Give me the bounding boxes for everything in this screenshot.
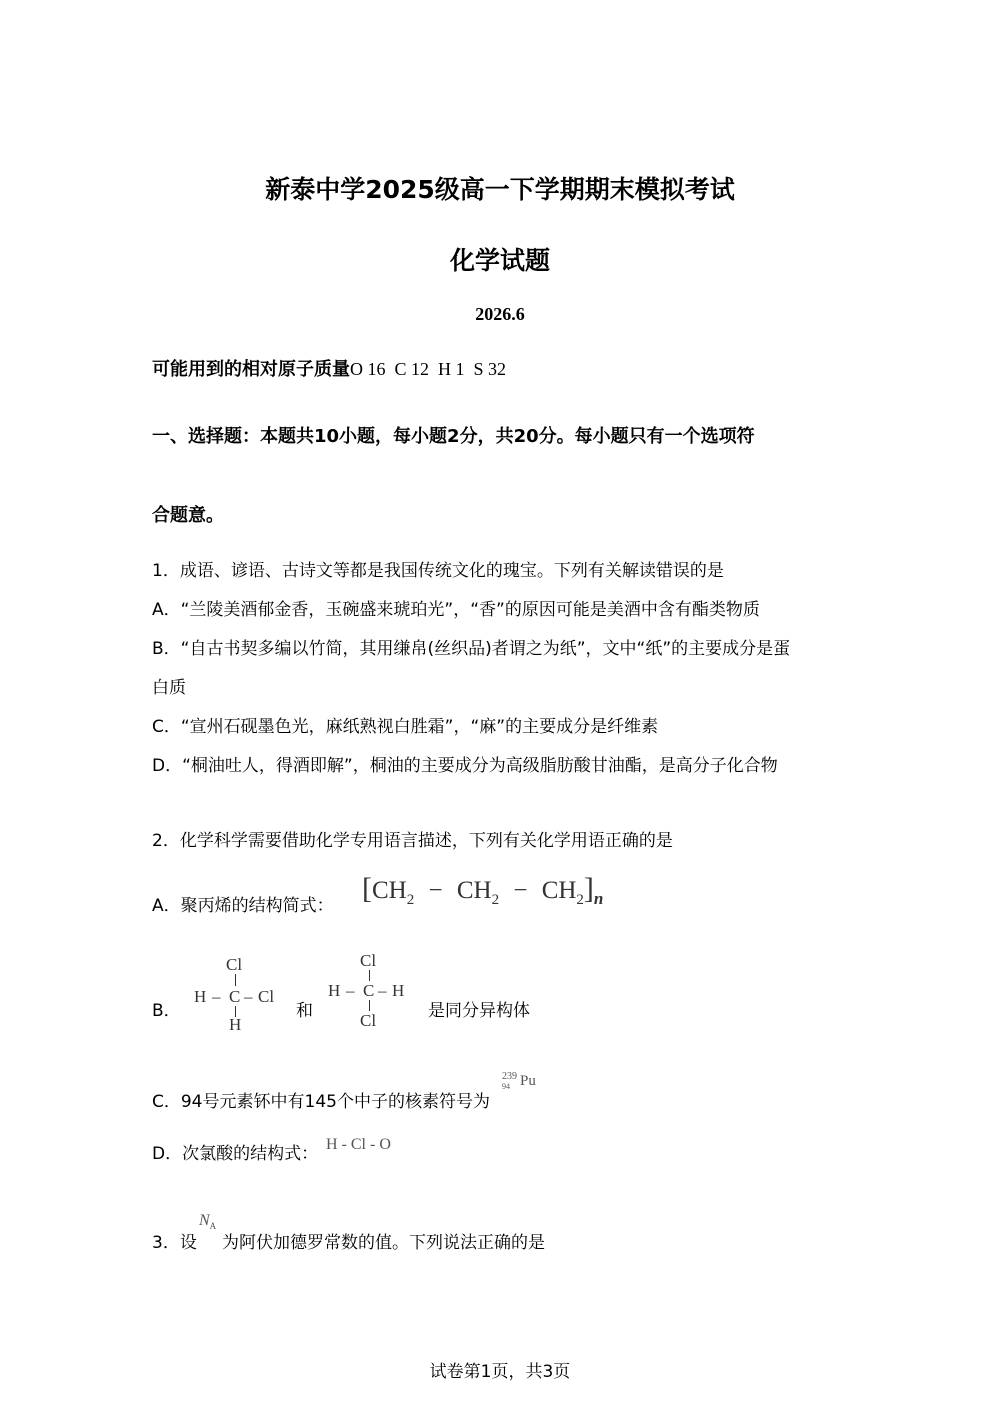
mol2-bond-bottom (369, 1000, 370, 1011)
formula-dash-2: − (513, 877, 528, 904)
q1-option-c: C．“宣州石砚墨色光，麻纸熟视白胜霜”，“麻”的主要成分是纤维素 (152, 717, 659, 737)
q1-option-b-line1: B．“自古书契多编以竹简，其用缣帛(丝织品)者谓之为纸”，文中“纸”的主要成分是蛋 (152, 639, 791, 659)
mol1-bond-top (235, 974, 236, 986)
mol2-right: H (392, 981, 405, 1000)
exam-title: 新泰中学2025级高一下学期期末模拟考试 (265, 175, 735, 204)
exam-date: 2026.6 (475, 304, 525, 324)
section-heading-line2: 合题意。 (152, 505, 224, 526)
formula-unit-2: CH (456, 877, 492, 904)
mol1-right: Cl (258, 987, 275, 1006)
mol2-top: Cl (360, 951, 377, 970)
q2-option-a-label: A．聚丙烯的结构简式： (152, 896, 334, 916)
mol1-dash-right: – (244, 987, 253, 1006)
bracket-right: ] (583, 872, 594, 905)
q2-stem: 2．化学科学需要借助化学专用语言描述，下列有关化学用语正确的是 (152, 831, 673, 851)
polypropylene-formula (362, 872, 603, 909)
mol2-left: H (328, 981, 341, 1000)
q2-option-b-and: 和 (296, 1001, 313, 1021)
formula-unit-3: CH (541, 877, 577, 904)
mol2-dash-right: – (378, 981, 387, 1000)
dichloromethane-structure-2 (326, 951, 421, 1036)
formula-sub-3: 2 (576, 892, 584, 908)
avogadro-sub: A (209, 1221, 217, 1232)
dichloromethane-structure-1 (192, 955, 287, 1035)
nuclide-mass-number: 239 (502, 1071, 517, 1082)
q3-prefix: 3．设 (152, 1233, 197, 1253)
mol1-dash-left: – (212, 987, 221, 1006)
q1-option-a: A．“兰陵美酒郁金香，玉碗盛来琥珀光”，“香”的原因可能是美酒中含有酯类物质 (152, 600, 760, 620)
q1-option-d: D．“桐油吐人，得酒即解”，桐油的主要成分为高级脂肪酸甘油酯，是高分子化合物 (152, 756, 778, 776)
exam-subtitle: 化学试题 (449, 246, 550, 275)
nuclide-element: Pu (520, 1073, 536, 1089)
atomic-mass-line (152, 355, 506, 381)
formula-unit-1: CH (372, 877, 407, 904)
mol2-center: C (363, 981, 375, 1000)
page-footer: 试卷第1页，共3页 (429, 1362, 571, 1382)
formula-sub-2: 2 (491, 892, 500, 908)
mol2-bond-top (369, 970, 370, 981)
formula-n: n (593, 889, 604, 908)
nuclide-atomic-number: 94 (502, 1082, 510, 1091)
formula-sub-1: 2 (406, 892, 415, 908)
avogadro-n: N (199, 1212, 210, 1229)
formula-dash-1: − (428, 877, 443, 904)
mol2-dash-left: – (346, 981, 355, 1000)
nuclide-symbol (502, 1071, 547, 1095)
q2-option-b-suffix: 是同分异构体 (428, 1001, 530, 1021)
hclo-structure: H - Cl - O (326, 1136, 391, 1153)
atomic-mass-values: O 16 C 12 H 1 S 32 (350, 359, 507, 379)
q1-stem: 1．成语、谚语、古诗文等都是我国传统文化的瑰宝。下列有关解读错误的是 (152, 561, 724, 581)
q2-option-c-label: C．94号元素钚中有145个中子的核素符号为 (152, 1092, 490, 1112)
mol1-center: C (229, 987, 241, 1006)
section-heading-line1: 一、选择题：本题共10小题，每小题2分，共20分。每小题只有一个选项符 (152, 426, 755, 447)
mol1-top: Cl (226, 955, 243, 974)
q3-suffix: 为阿伏加德罗常数的值。下列说法正确的是 (222, 1233, 545, 1253)
avogadro-symbol (199, 1212, 216, 1231)
atomic-mass-label: 可能用到的相对原子质量 (152, 359, 350, 380)
mol2-bottom: Cl (360, 1011, 377, 1030)
q1-option-b-line2: 白质 (152, 678, 186, 698)
mol1-left: H (194, 987, 207, 1006)
q2-option-d-label: D．次氯酸的结构式： (152, 1144, 319, 1164)
bracket-left: [ (362, 872, 372, 905)
mol1-bottom: H (229, 1015, 242, 1034)
q2-option-b-label: B． (152, 1001, 181, 1021)
